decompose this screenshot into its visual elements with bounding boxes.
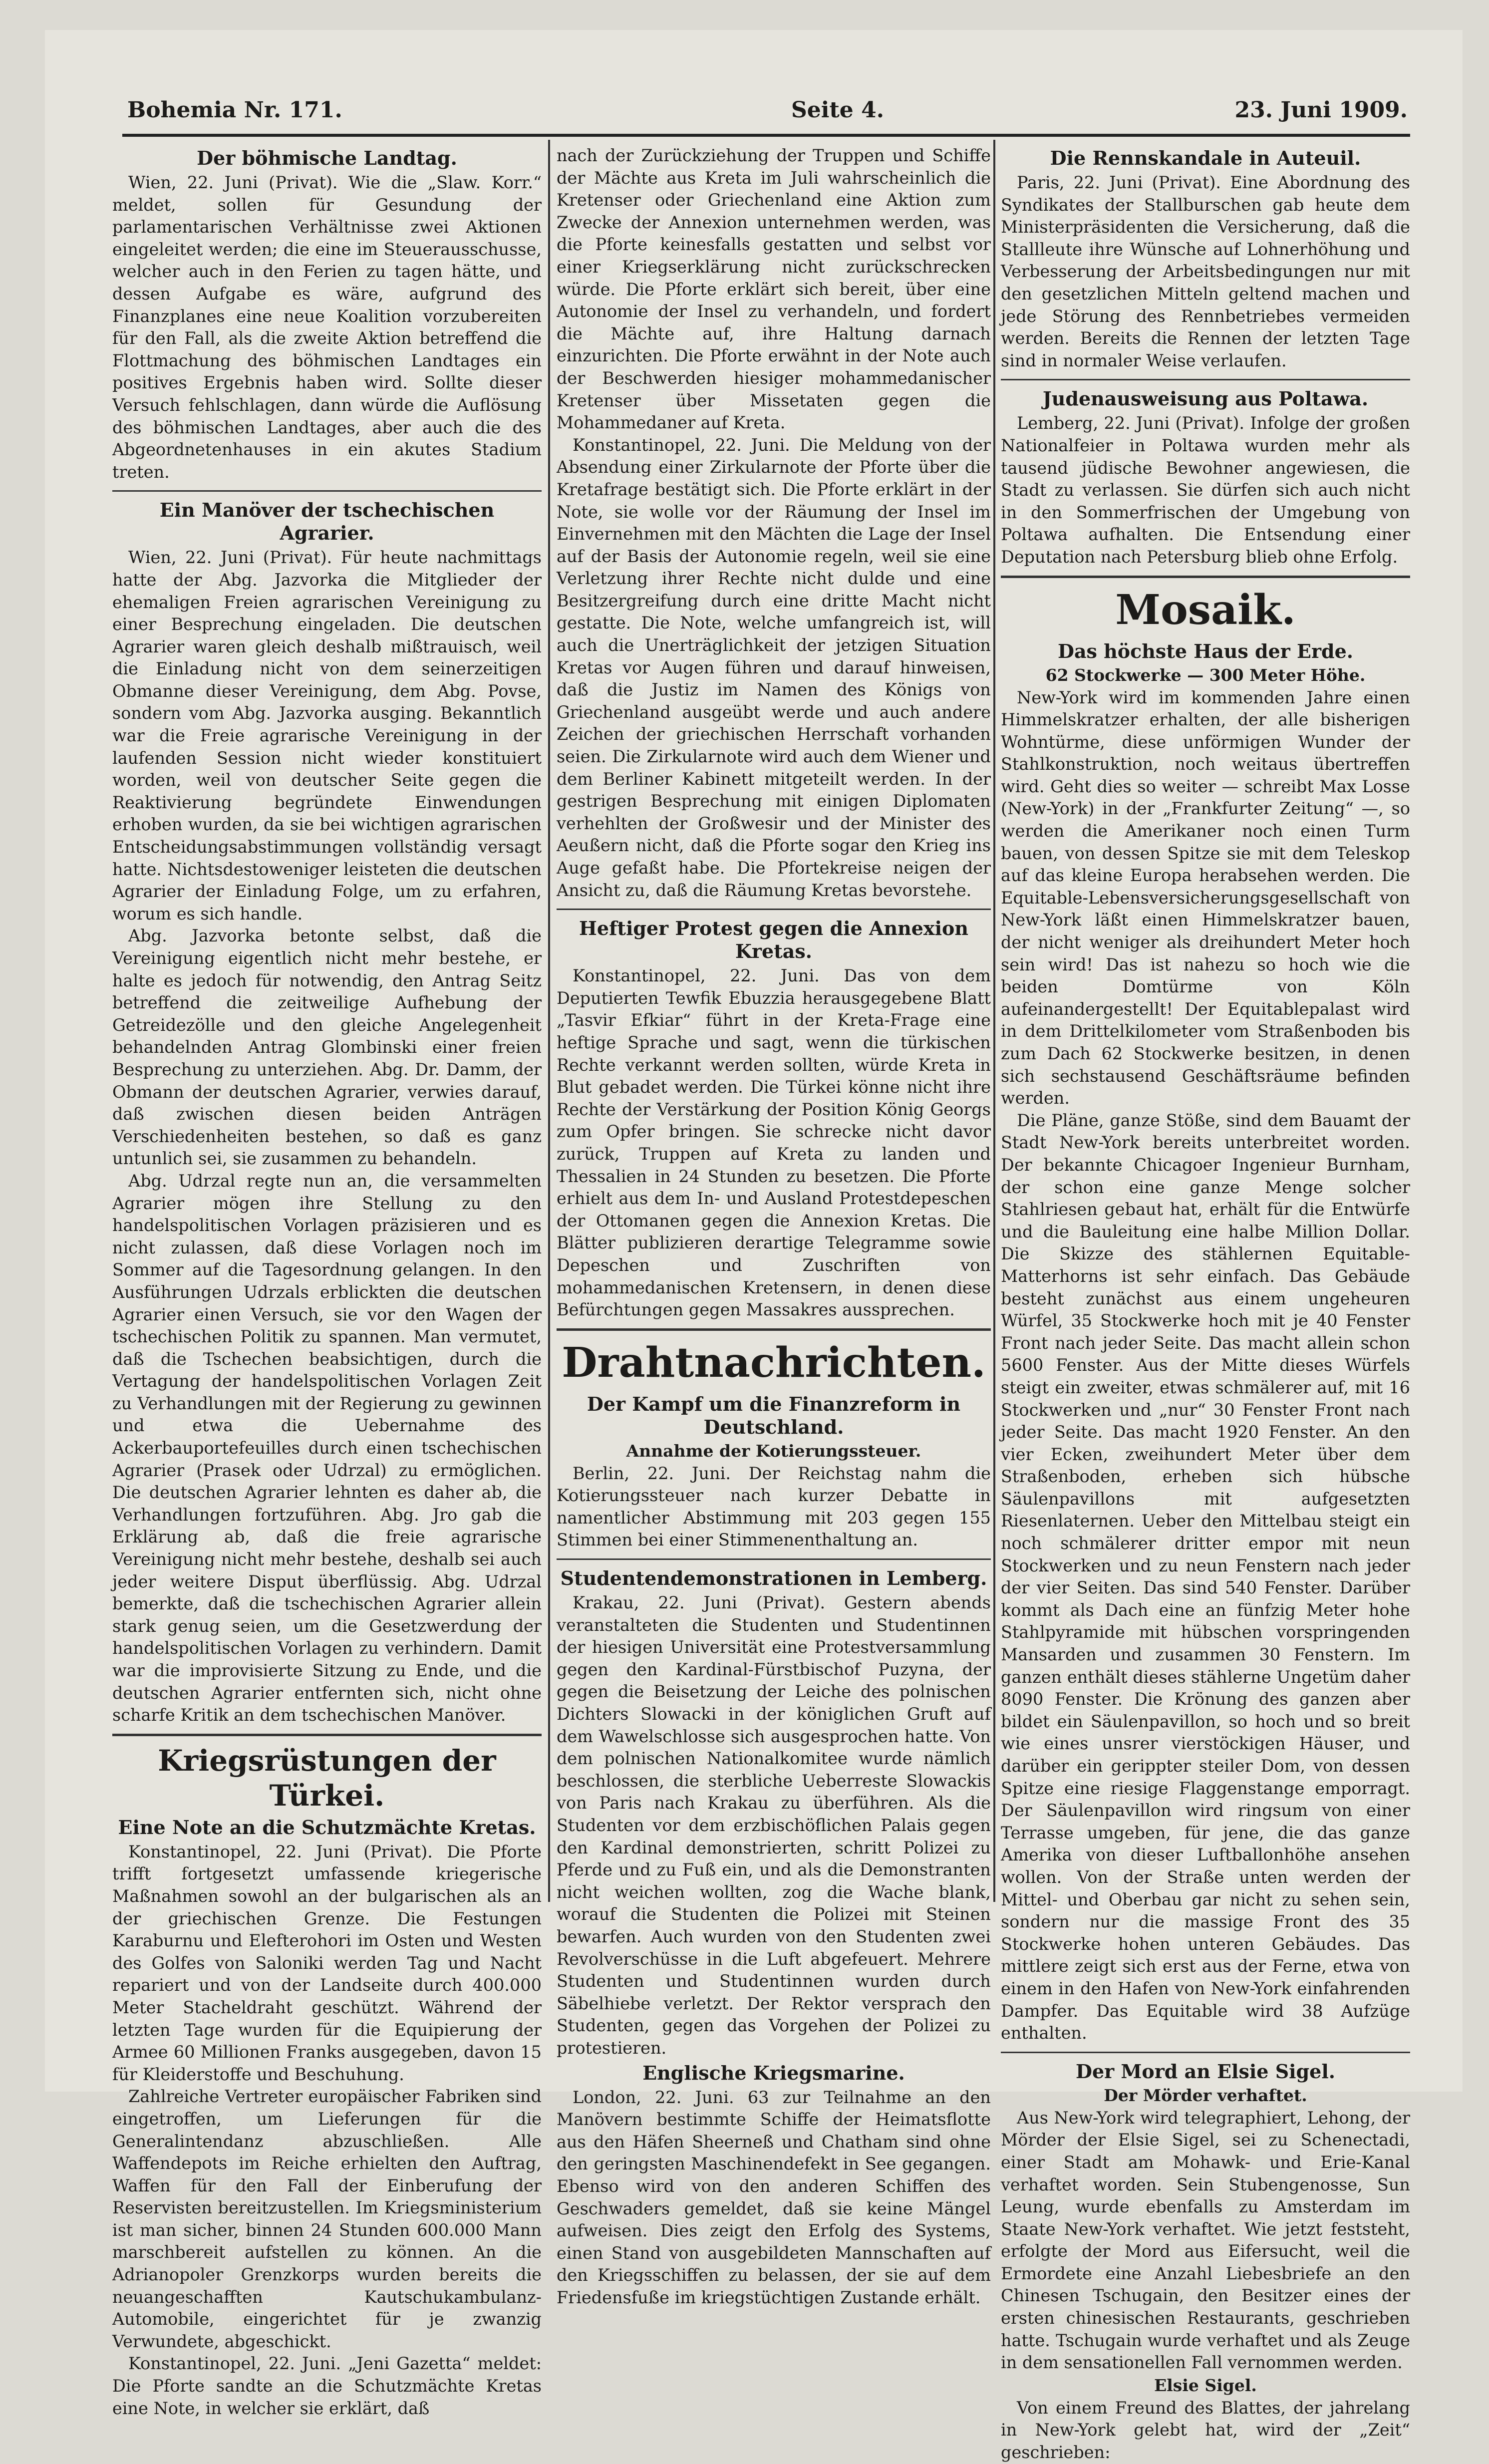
header-rule: [122, 134, 1410, 137]
article-paragraph: London, 22. Juni. 63 zur Teilnahme an den Manövern bestimmte Schiffe der Heimatsflotte aus den Häfen Sheerneß und Chatham sind ohne den geringsten Maschinendefekt in See gegangen. Ebenso wird von den anderen Schiffen des Geschwaders gemeldet, daß sie keine Mängel aufweisen. Dies zeigt den Erfolg des Systems, einen Stand von ausgebildeten Mannschaften auf den Kriegsschiffen zu belassen, der sie auf dem Friedensfuße im kriegstüchtigen Zustande erhält.: [557, 2087, 991, 2307]
column-2: [557, 145, 991, 2307]
column-1: [112, 145, 542, 2418]
article-divider: [112, 490, 542, 492]
article-divider: [1001, 2052, 1410, 2053]
article-divider: [557, 909, 991, 910]
article-paragraph: Abg. Udrzal regte nun an, die versammelten Agrarier mögen ihre Stellung zu den handelspolitischen Vorlagen präzisieren und es nicht zulassen, daß diese Vorlagen noch im Sommer auf die Tagesordnung gelangen. In den Ausführungen Udrzals erblickten die deutschen Agrarier einen Versuch, sie vor den Wagen der tschechischen Politik zu spannen. Man vermutet, daß die Tschechen beabsichtigen, durch die Vertagung der handelspolitischen Vorlagen Zeit zu Verhandlungen mit der Regierung zu gewinnen und etwa die Uebernahme des Ackerbauportefeuilles durch einen tschechischen Agrarier (Prasek oder Udrzal) zu ermöglichen. Die deutschen Agrarier lehnten es daher ab, die Verhandlungen fortzuführen. Abg. Jro gab die Erklärung ab, daß die freie agrarische Vereinigung nicht mehr bestehe, deshalb sei auch jeder weitere Disput überflüssig. Abg. Udrzal bemerkte, daß die tschechischen Agrarier allein stark genug seien, um die Gesetzwerdung der handelspolitischen Vorlagen zu verhindern. Damit war die improvisierte Sitzung zu Ende, und die deutschen Agrarier entfernten sich, nicht ohne scharfe Kritik an dem tschechischen Manöver.: [112, 1171, 542, 1725]
article-paragraph: nach der Zurückziehung der Truppen und Schiffe der Mächte aus Kreta im Juli wahrscheinlich die Kretenser oder Griechenland eine Aktion zum Zwecke der Annexion unternehmen werden, was die Pforte keinesfalls gestatten und selbst vor einer Kriegserklärung nicht zurückschrecken würde. Die Pforte erklärt sich bereit, über eine Autonomie der Insel zu verhandeln, und fordert die Mächte auf, ihre Haltung darnach einzurichten. Die Pforte erwähnt in der Note auch der Beschwerden hiesiger mohammedanischer Kretenser über Missetaten gegen die Mohammedaner auf Kreta.: [557, 146, 991, 433]
article-paragraph: Paris, 22. Juni (Privat). Eine Abordnung des Syndikates der Stallburschen gab heute dem Ministerpräsidenten die Versicherung, daß die Stallleute ihre Wünsche auf Lohnerhöhung und Verbesserung der Arbeitsbedingungen nur mit den gesetzlichen Mitteln geltend machen und jede Störung des Rennbetriebes vermeiden werden. Bereits die Rennen der letzten Tage sind in normaler Weise verlaufen.: [1001, 173, 1410, 370]
article-paragraph: Berlin, 22. Juni. Der Reichstag nahm die Kotierungssteuer nach kurzer Debatte in namentlicher Abstimmung mit 203 gegen 155 Stimmen bei einer Stimmenenthaltung an.: [557, 1463, 991, 1550]
article-heading: Die Rennskandale in Auteuil.: [1050, 147, 1361, 169]
section-heading: Mosaik.: [1115, 586, 1296, 634]
header-date: 23. Juni 1909.: [1234, 97, 1408, 123]
article-subheading: Annahme der Kotierungssteuer.: [626, 1441, 921, 1461]
article-divider: [557, 1558, 991, 1560]
article-paragraph: Wien, 22. Juni (Privat). Für heute nachmittags hatte der Abg. Jazvorka die Mitglieder der ehemaligen Freien agrarischen Vereinigung zu einer Besprechung eingeladen. Die deutschen Agrarier waren gleich deshalb mißtrauisch, weil die Einladung nicht von dem seinerzeitigen Obmanne dieser Vereinigung, dem Abg. Povse, sondern vom Abg. Jazvorka ausging. Bekanntlich war die Freie agrarische Vereinigung in der laufenden Session nicht wieder konstituiert worden, weil von deutscher Seite gegen die Reaktivierung begründete Einwendungen erhoben wurden, da sie bei wichtigen agrarischen Entscheidungsabstimmungen vollständig versagt hatte. Nichtsdestoweniger leisteten die deutschen Agrarier der Einladung Folge, um zu erfahren, worum es sich handle.: [112, 548, 542, 924]
article-divider: [1001, 576, 1410, 578]
article-paragraph: Lemberg, 22. Juni (Privat). Infolge der großen Nationalfeier in Poltawa wurden mehr als tausend jüdische Bewohner angewiesen, die Stadt zu verlassen. Sie dürfen sich auch nicht in den Sommerfrischen der Umgebung von Poltawa aufhalten. Die Entsendung einer Deputation nach Petersburg blieb ohne Erfolg.: [1001, 413, 1410, 567]
article-divider: [557, 1328, 991, 1331]
article-heading: Judenausweisung aus Poltawa.: [1042, 387, 1369, 410]
article-subheading: Elsie Sigel.: [1154, 2375, 1257, 2395]
header-page-number: Seite 4.: [791, 97, 885, 123]
article-subheading: Eine Note an die Schutzmächte Kretas.: [118, 1816, 536, 1839]
article-heading: Der Kampf um die Finanzreform in Deutschland.: [587, 1392, 961, 1438]
article-heading: Heftiger Protest gegen die Annexion Kretas.: [579, 917, 968, 963]
article-paragraph: Abg. Jazvorka betonte selbst, daß die Vereinigung eigentlich nicht mehr bestehe, er halte es jedoch für notwendig, den Antrag Seitz betreffend die zeitweilige Aufhebung der Getreidezölle und den gleiche Angelegenheit behandelnden Antrag Glombinski einer freien Besprechung zu unterziehen. Abg. Dr. Damm, der Obmann der deutschen Agrarier, verwies darauf, daß zwischen diesen beiden Anträgen Verschiedenheiten bestehen, so daß es ganz untunlich sei, sie zusammen zu behandeln.: [112, 926, 542, 1169]
article-paragraph: Von einem Freund des Blattes, der jahrelang in New-York gelebt hat, wird der „Zeit“ geschrieben:: [1001, 2398, 1410, 2463]
article-subheading: 62 Stockwerke — 300 Meter Höhe.: [1045, 665, 1366, 685]
section-heading: Drahtnachrichten.: [562, 1338, 986, 1387]
article-heading: Studentendemonstrationen in Lemberg.: [560, 1567, 987, 1590]
article-paragraph: Aus New-York wird telegraphiert, Lehong, der Mörder der Elsie Sigel, sei zu Schenectadi, einer Stadt am Mohawk- und Erie-Kanal verhaftet worden. Sein Stubengenosse, Sun Leung, wurde ebenfalls zu Amsterdam im Staate New-York verhaftet. Wie jetzt feststeht, erfolgte der Mord aus Eifersucht, weil die Ermordete eine Anzahl Liebesbriefe an den Chinesen Tschugain, den Besitzer eines der ersten chinesischen Restaurants, geschrieben hatte. Tschugain wurde verhaftet und als Zeuge in dem sensationellen Fall vernommen werden.: [1001, 2108, 1410, 2373]
article-paragraph: New-York wird im kommenden Jahre einen Himmelskratzer erhalten, der alle bisherigen Wohntürme, diese unförmigen Wunder der Stahlkonstruktion, noch weitaus übertreffen wird. Geht dies so weiter — schreibt Max Losse (New-York) in der „Frankfurter Zeitung“ —, so werden die Amerikaner noch einen Turm bauen, von dessen Spitze sie mit dem Teleskop auf das kleine Europa herabsehen werden. Die Equitable-Lebensversicherungsgesellschaft von New-York läßt einen Himmelskratzer bauen, der nicht weniger als dreihundert Meter hoch sein wird! Das ist nahezu so hoch wie die beiden Domtürme von Köln aufeinandergestellt! Der Equitablepalast wird in dem Drittelkilometer vom Straßenboden bis zum Dach 62 Stockwerke besitzen, in denen sich sechstausend Geschäftsräume befinden werden.: [1001, 687, 1410, 1108]
article-heading: Ein Manöver der tschechischen Agrarier.: [159, 499, 495, 545]
article-divider: [1001, 379, 1410, 380]
article-paragraph: Die Pläne, ganze Stöße, sind dem Bauamt der Stadt New-York bereits unterbreitet worden. Der bekannte Chicagoer Ingenieur Burnham, der schon eine ganze Menge solcher Stahlriesen gebaut hat, erhält für die Entwürfe und die Bauleitung eine halbe Million Dollar. Die Skizze des stählernen Equitable-Matterhorns ist sehr einfach. Das Gebäude besteht zunächst aus einem ungeheuren Würfel, 35 Stockwerke hoch mit je 40 Fenster Front nach jeder Seite. Das macht allein schon 5600 Fenster. Aus der Mitte dieses Würfels steigt ein zweiter, etwas schmälerer auf, mit 16 Stockwerken und „nur“ 30 Fenster Front nach jeder Seite. Das macht 1920 Fenster. An den vier Ecken, zweihundert Meter über dem Straßenboden, erheben sich hübsche Säulenpavillons mit aufgesetzten Riesenlaternen. Ueber den Mittelbau steigt ein noch schmälerer dritter empor mit neun Stockwerken und zu neun Fenstern nach jeder der vier Seiten. Das sind 540 Fenster. Darüber kommt als Dach eine an fünfzig Meter hohe Stahlpyramide mit hübschen vorspringenden Mansarden und zusammen 30 Fenstern. Im ganzen enthält dieses stählerne Ungetüm daher 8090 Fenster. Die Krönung des ganzen aber bildet ein Säulenpavillon, so hoch und so breit wie eines unsrer vierstöckigen Häuser, und darüber ein gerippter steiler Dom, von dessen Spitze eine riesige Flaggenstange emporragt. Der Säulenpavillon wird ringsum von einer Terrasse umgeben, für jene, die das ganze Amerika von dieser Luftballonhöhe ansehen wollen. Von der Straße unten werden der Mittel- und Oberbau gar nicht zu sehen sein, sondern nur die massige Front des 35 Stockwerke hohen unteren Gebäudes. Das mittlere zeigt sich erst aus der Ferne, etwa von einem in den Hafen von New-York einfahrenden Dampfer. Das Equitable wird 38 Aufzüge enthalten.: [1001, 1110, 1410, 2043]
page-header: [127, 97, 1408, 132]
article-paragraph: Krakau, 22. Juni (Privat). Gestern abends veranstalteten die Studenten und Studentinnen der hiesigen Universität eine Protestversammlung gegen den Kardinal-Fürstbischof Puzyna, der gegen die Beisetzung der Leiche des polnischen Dichters Slowacki in der königlichen Gruft auf dem Wawelschlosse sich ausgesprochen hatte. Von dem polnischen Nationalkomitee wurde nämlich beschlossen, die sterbliche Ueberreste Slowackis von Paris nach Krakau zu überführen. Als die Studenten vor dem erzbischöflichen Palais gegen den Kardinal demonstrierten, schritt Polizei zu Pferde und zu Fuß ein, und als die Demonstranten nicht weichen wollten, zog die Wache blank, worauf die Studenten die Polizei mit Steinen bewarfen. Auch wurden von den Studenten zwei Revolverschüsse in die Luft abgefeuert. Mehrere Studenten und Studentinnen wurden durch Säbelhiebe verletzt. Der Rektor versprach den Studenten, gegen das Vorgehen der Polizei zu protestieren.: [557, 1593, 991, 2058]
article-paragraph: Wien, 22. Juni (Privat). Wie die „Slaw. Korr.“ meldet, sollen für Gesundung der parlamentarischen Verhältnisse zwei Aktionen eingeleitet werden; die eine im Steuerausschusse, welcher auch in den Ferien zu tagen hätte, und dessen Aufgabe es wäre, aufgrund des Finanzplanes eine neue Koalition vorzubereiten für den Fall, als die zweite Aktion betreffend die Flottmachung des böhmischen Landtages ein positives Ergebnis haben wird. Sollte dieser Versuch fehlschlagen, dann würde die Auflösung des böhmischen Landtages, aber auch die des Abgeordnetenhauses in ein akutes Stadium treten.: [112, 173, 542, 482]
header-publication: Bohemia Nr. 171.: [127, 97, 342, 123]
article-heading: Das höchste Haus der Erde.: [1057, 639, 1354, 662]
article-paragraph: Konstantinopel, 22. Juni (Privat). Die Pforte trifft fortgesetzt umfassende kriegerische Maßnahmen sowohl an der bulgarischen als an der griechischen Grenze. Die Festungen Karaburnu und Elefterohori im Osten und Westen des Golfes von Saloniki werden Tag und Nacht repariert und von der Landseite durch 400.000 Meter Stacheldraht geschützt. Während der letzten Tage wurden für die Equipierung der Armee 60 Millionen Franks ausgegeben, davon 15 für Kleiderstoffe und Beschuhung.: [112, 1842, 542, 2084]
article-subheading: Der Mörder verhaftet.: [1104, 2085, 1307, 2105]
article-paragraph: Konstantinopel, 22. Juni. „Jeni Gazetta“ meldet: Die Pforte sandte an die Schutzmächte Kretas eine Note, in welcher sie erklärt, daß: [112, 2354, 542, 2418]
article-paragraph: Zahlreiche Vertreter europäischer Fabriken sind eingetroffen, um Lieferungen für die Generalintendanz abzuschließen. Alle Waffendepots im Reiche erhielten den Auftrag, Waffen für den Fall der Einberufung der Reservisten bereitzustellen. Im Kriegsministerium ist man sicher, binnen 24 Stunden 600.000 Mann marschbereit aufstellen zu können. An die Adrianopoler Grenzkorps wurden bereits die neuangeschafften Kautschukambulanz-Automobile, eingerichtet für je zwanzig Verwundete, abgeschickt.: [112, 2087, 542, 2351]
article-heading: Der böhmische Landtag.: [197, 147, 457, 169]
column-rule-2: [993, 140, 995, 1902]
article-heading: Englische Kriegsmarine.: [642, 2061, 905, 2084]
column-3: [1001, 145, 1410, 2463]
article-paragraph: Konstantinopel, 22. Juni. Das von dem Deputierten Tewfik Ebuzzia herausgegebene Blatt „Tasvir Efkiar“ führt in der Kreta-Frage eine heftige Sprache und sagt, wenn die türkischen Rechte verkannt werden sollten, würde Kreta in Blut gebadet werden. Die Türkei könne nicht ihre Rechte der Verstärkung der Position König Georgs zum Opfer bringen. Sie schrecke nicht davor zurück, Truppen auf Kreta zu landen und Thessalien in 24 Stunden zu besetzen. Die Pforte erhielt aus dem In- und Ausland Protestdepeschen der Ottomanen gegen die Annexion Kretas. Die Blätter publizieren derartige Telegramme sowie Depeschen und Zuschriften von mohammedanischen Kretensern, in denen diese Befürchtungen gegen Massakres aussprechen.: [557, 966, 991, 1320]
section-heading: Kriegsrüstungen der Türkei.: [158, 1743, 496, 1813]
column-rule-1: [548, 140, 550, 1902]
article-divider: [112, 1734, 542, 1736]
article-heading: Der Mord an Elsie Sigel.: [1075, 2060, 1335, 2083]
article-paragraph: Konstantinopel, 22. Juni. Die Meldung von der Absendung einer Zirkularnote der Pforte über die Kretafrage bestätigt sich. Die Pforte erklärt in der Note, sie wolle vor der Räumung der Insel im Einvernehmen mit den Mächten die Lage der Insel auf der Basis der Autonomie regeln, weil sie eine Verletzung ihrer Rechte nicht dulde und eine Besitzergreifung durch eine dritte Macht nicht gestatte. Die Note, welche umfangreich ist, will auch die Unerträglichkeit der jetzigen Situation Kretas vor Augen führen und darauf hinweisen, daß die Justiz im Namen des Königs von Griechenland ausgeübt werde und auch andere Zeichen der griechischen Herrschaft vorhanden seien. Die Zirkularnote wird auch dem Wiener und dem Berliner Kabinett mitgeteilt werden. In der gestrigen Besprechung mit einigen Diplomaten verhehlten der Großwesir und der Minister des Aeußern nicht, daß die Pforte sogar den Krieg ins Auge gefaßt habe. Die Pfortekreise neigen der Ansicht zu, daß die Räumung Kretas bevorstehe.: [557, 435, 991, 900]
